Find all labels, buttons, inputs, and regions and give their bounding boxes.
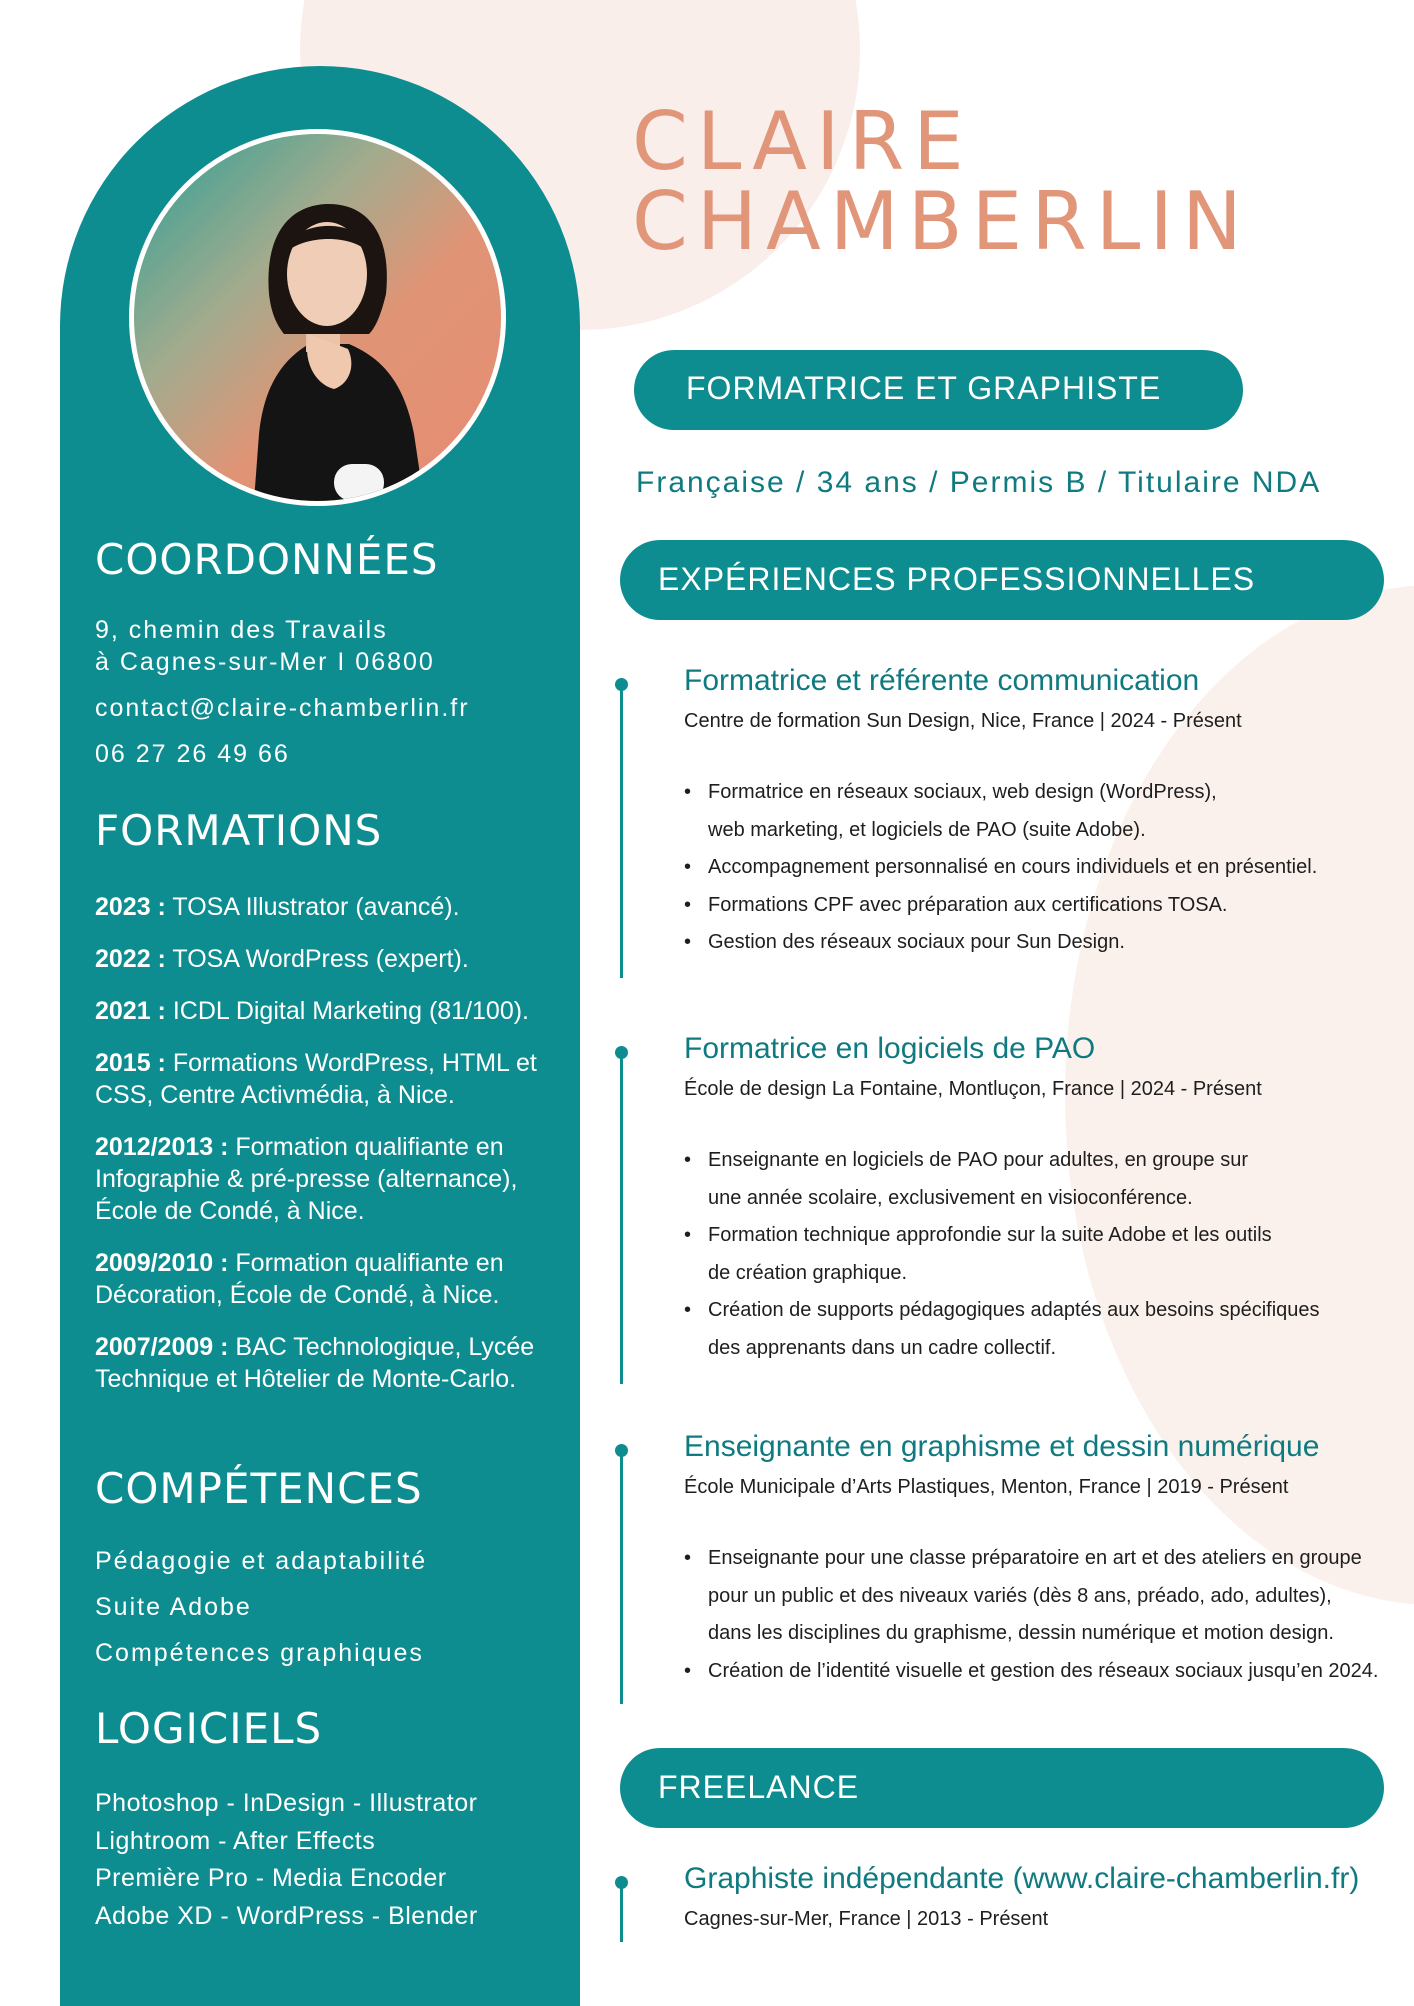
job-title-label: FORMATRICE ET GRAPHISTE bbox=[686, 370, 1162, 406]
profile-photo bbox=[129, 129, 506, 506]
experiences-heading-pill bbox=[620, 540, 1384, 620]
job-title: Enseignante en graphisme et dessin numérique bbox=[684, 1430, 1320, 1463]
personal-details: Française / 34 ans / Permis B / Titulaire NDA bbox=[636, 466, 1322, 499]
logiciels-heading: LOGICIELS bbox=[95, 1704, 323, 1753]
bullet-item-continued: une année scolaire, exclusivement en visioconférence. bbox=[708, 1186, 1193, 1209]
formations-section bbox=[95, 806, 565, 1415]
competence-item: Pédagogie et adaptabilité bbox=[95, 1547, 428, 1575]
logiciels-section bbox=[95, 1704, 565, 1935]
person-silhouette-icon bbox=[134, 134, 501, 501]
full-name bbox=[632, 95, 1251, 268]
bullet-item: • Formation technique approfondie sur la suite Adobe et les outils bbox=[684, 1217, 1404, 1255]
bullet-item: • Formatrice en réseaux sociaux, web design (WordPress), bbox=[684, 774, 1404, 812]
software-line: Photoshop - InDesign - Illustrator bbox=[95, 1789, 478, 1817]
formation-item: 2022 : TOSA WordPress (expert). bbox=[95, 945, 469, 973]
bullet-item: • Création de supports pédagogiques adaptés aux besoins spécifiques bbox=[684, 1292, 1404, 1330]
bullet-item: • Formations CPF avec préparation aux certifications TOSA. bbox=[684, 887, 1404, 925]
software-line: Adobe XD - WordPress - Blender bbox=[95, 1901, 478, 1930]
freelance-title[interactable]: Graphiste indépendante (www.claire-chamberlin.fr) bbox=[684, 1862, 1360, 1895]
job-title-pill bbox=[634, 350, 1243, 430]
bullet-item-continued: pour un public et des niveaux variés (dès 8 ans, préado, ado, adultes), bbox=[708, 1584, 1332, 1607]
job-meta: École de design La Fontaine, Montluçon, France | 2024 - Présent bbox=[684, 1078, 1262, 1100]
formation-item: 2007/2009 : BAC Technologique, Lycée Technique et Hôtelier de Monte-Carlo. bbox=[95, 1333, 535, 1393]
bullet-item: • Enseignante en logiciels de PAO pour adultes, en groupe sur bbox=[684, 1142, 1404, 1180]
bullet-item-continued: de création graphique. bbox=[708, 1261, 908, 1284]
freelance-heading: FREELANCE bbox=[658, 1769, 860, 1805]
bullet-item: • Enseignante pour une classe préparatoire en art et des ateliers en groupe bbox=[684, 1540, 1404, 1578]
timeline-marker bbox=[620, 682, 623, 978]
address-line-2: à Cagnes-sur-Mer I 06800 bbox=[95, 648, 435, 676]
job-title: Formatrice et référente communication bbox=[684, 664, 1200, 697]
contact-section bbox=[95, 535, 565, 770]
job-meta: École Municipale d’Arts Plastiques, Menton, France | 2019 - Présent bbox=[684, 1476, 1289, 1498]
bullet-item: • Accompagnement personnalisé en cours individuels et en présentiel. bbox=[684, 849, 1404, 887]
job-meta: Centre de formation Sun Design, Nice, France | 2024 - Présent bbox=[684, 710, 1242, 732]
software-line: Lightroom - After Effects bbox=[95, 1826, 376, 1855]
bullet-item-continued: web marketing, et logiciels de PAO (suite Adobe). bbox=[708, 818, 1146, 841]
competence-item: Suite Adobe bbox=[95, 1593, 252, 1621]
competences-section bbox=[95, 1464, 565, 1669]
bullet-item-continued: des apprenants dans un cadre collectif. bbox=[708, 1336, 1056, 1359]
job-entry bbox=[620, 1032, 1390, 1392]
timeline-marker bbox=[620, 1448, 623, 1704]
last-name: CHAMBERLIN bbox=[632, 175, 1251, 268]
job-title: Formatrice en logiciels de PAO bbox=[684, 1032, 1096, 1065]
timeline-marker bbox=[620, 1880, 623, 1942]
email-link[interactable]: contact@claire-chamberlin.fr bbox=[95, 694, 470, 722]
job-entry bbox=[620, 664, 1390, 984]
software-line: Première Pro - Media Encoder bbox=[95, 1864, 447, 1892]
job-bullets bbox=[684, 1540, 1404, 1690]
competences-heading: COMPÉTENCES bbox=[95, 1464, 423, 1513]
formation-item: 2015 : Formations WordPress, HTML et CSS, Centre Activmédia, à Nice. bbox=[95, 1049, 537, 1109]
contact-heading: COORDONNÉES bbox=[95, 535, 439, 584]
job-bullets bbox=[684, 774, 1404, 962]
timeline-marker bbox=[620, 1050, 623, 1384]
phone-number[interactable]: 06 27 26 49 66 bbox=[95, 740, 290, 768]
formation-item: 2021 : ICDL Digital Marketing (81/100). bbox=[95, 997, 530, 1025]
job-entry bbox=[620, 1430, 1390, 1720]
freelance-meta: Cagnes-sur-Mer, France | 2013 - Présent bbox=[684, 1908, 1049, 1930]
competence-item: Compétences graphiques bbox=[95, 1639, 424, 1667]
formation-item: 2012/2013 : Formation qualifiante en Infographie & pré-presse (alternance), École de Condé, à Nice. bbox=[95, 1133, 518, 1225]
formation-item: 2009/2010 : Formation qualifiante en Décoration, École de Condé, à Nice. bbox=[95, 1249, 504, 1309]
formation-item: 2023 : TOSA Illustrator (avancé). bbox=[95, 893, 460, 921]
job-bullets bbox=[684, 1142, 1404, 1367]
bullet-item: • Création de l’identité visuelle et gestion des réseaux sociaux jusqu’en 2024. bbox=[684, 1653, 1404, 1691]
address-line-1: 9, chemin des Travails bbox=[95, 616, 388, 644]
first-name: CLAIRE bbox=[632, 95, 973, 188]
bullet-item: • Gestion des réseaux sociaux pour Sun Design. bbox=[684, 924, 1404, 962]
job-entry bbox=[620, 1862, 1390, 1972]
bullet-item-continued: dans les disciplines du graphisme, dessin numérique et motion design. bbox=[708, 1622, 1334, 1644]
experiences-heading: EXPÉRIENCES PROFESSIONNELLES bbox=[658, 561, 1256, 597]
formations-heading: FORMATIONS bbox=[95, 806, 383, 855]
freelance-heading-pill bbox=[620, 1748, 1384, 1828]
